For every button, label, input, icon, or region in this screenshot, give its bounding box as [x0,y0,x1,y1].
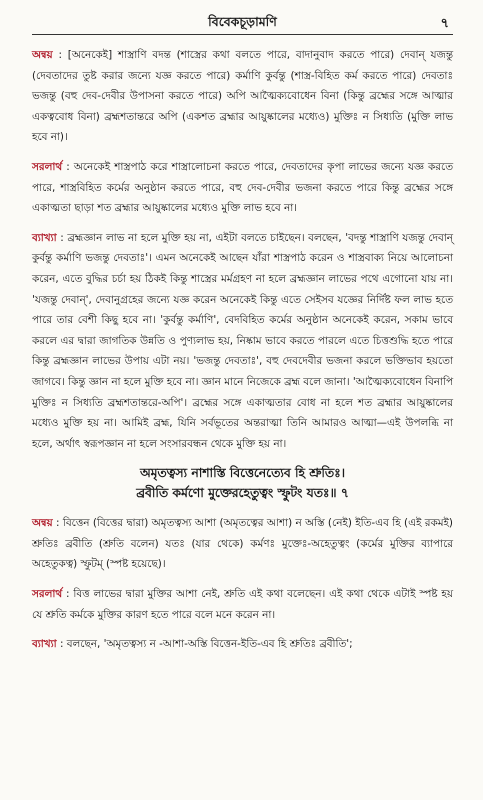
anvaya-label: অন্বয় [32,49,53,61]
saralartha-paragraph [32,157,453,219]
anvaya-paragraph-2 [32,513,453,575]
saralartha-text: : অনেকেই শাস্ত্রপাঠ করে শাস্ত্রালোচনা করতে পারে, দেবতাদের কৃপা লাভের জন্যে যজ্ঞ করতে পারে, শাস্ত্রবিহিত কর্মের অনুষ্ঠান করতে পারে, বহু দেব-দেবীর ভজনা করতে পারে কিন্তু ব্রহ্মের সঙ্গে একাত্মতা ছাড়া শত ব্রহ্মার আয়ুষ্কালের মধ্যেও মুক্তি লাভ হবে না। [32,160,453,215]
vyakhya-label-2: ব্যাখ্যা [32,638,57,651]
page-header [32,12,453,35]
sloka-verse [32,463,453,503]
vyakhya-text-2: : বলছেন, 'অমৃতত্বস্য ন -আশা-অস্তি বিত্তেন-ইতি-এব হি শ্রুতিঃ ব্রবীতি'; [56,638,353,651]
verse-line-2: ব্রবীতি কর্মণো মুক্তেরহেতুত্বং স্ফুটং যতঃ॥ ৭ [136,486,349,501]
saralartha-label-2: সরলার্থ [32,588,63,601]
saralartha-label: সরলার্থ [32,160,63,173]
saralartha-paragraph-2 [32,584,453,625]
page-number: ৭ [440,16,449,31]
anvaya-text-2: : বিত্তেন (বিত্তের দ্বারা) অমৃতত্বস্য আশা (অমৃতত্বের আশা) ন অস্তি (নেই) ইতি-এব হি (এই রকমই) শ্রুতিঃ ব্রবীতি (শ্রুতি বলেন) যতঃ (যার থেকে) কর্মণঃ মুক্তেঃ-অহেতুত্বং (কর্মের মুক্তির ব্যাপারে অহেতুকত্ব) স্ফুটম্ (স্পষ্ট হয়েছে)। [32,517,453,571]
verse-line-1: অমৃতত্বস্য নাশাস্তি বিত্তেনেত্যেব হি শ্রুতিঃ। [139,466,346,481]
running-title: বিবেকচূড়ামণি [208,14,277,29]
page-content [32,45,453,664]
anvaya-label-2: অন্বয় [32,517,53,530]
vyakhya-label: ব্যাখ্যা [32,231,57,244]
anvaya-text: : [অনেকেই] শাস্ত্রাণি বদন্ত (শাস্ত্রের কথা বলতে পারে, বাদানুবাদ করতে পারে) দেবান্ যজন্তু (দেবতাদের তুষ্ট করার জন্যে যজ্ঞ করতে পারে) কর্মাণি কুর্বন্তু (শাস্ত্র-বিহিত কর্ম করতে পারে) দেবতাঃ ভজন্তু (বহু দেব-দেবীর উপাসনা করতে পারে) অপি আত্মৈক্যবোধেন বিনা (কিন্তু ব্রহ্মের সঙ্গে আত্মার একত্ববোধ বিনা) ব্রহ্মশতান্তরে অপি (একশত ব্রহ্মার আয়ুষ্কালের মধ্যেও) মুক্তিঃ ন সিধ্যতি (মুক্তি লাভ হবে না)। [32,49,453,144]
anvaya-paragraph [32,45,453,148]
vyakhya-paragraph [32,228,453,455]
saralartha-text-2: : বিত্ত লাভের দ্বারা মুক্তির আশা নেই, শ্রুতি এই কথা বলেছেন। এই কথা থেকে এটাই স্পষ্ট হয় যে শ্রুতি কর্মকে মুক্তির কারণ হতে পারে বলে মনে করেন না। [32,588,453,621]
vyakhya-text: : ব্রহ্মজ্ঞান লাভ না হলে মুক্তি হয় না, এইটা বলতে চাইছেন। বলছেন, 'বদন্তু শাস্ত্রাণি যজন্তু দেবান্ কুর্বন্তু কর্মাণি ভজন্তু দেবতাঃ'। এমন অনেকেই আছেন যাঁরা শাস্ত্রপাঠ করেন ও শাস্ত্রবাক্য নিয়ে আলোচনা করেন, এতে বুদ্ধির চর্চা হয় ঠিকই কিন্তু শাস্ত্রের মর্মগ্রহণ না হলে ব্রহ্মজ্ঞান লাভের পথে এগোনো যায় না। 'যজন্তু দেবান্', দেবানুগ্রহের জন্যে যজ্ঞ করেন অনেকেই কিন্তু এতে সেইসব যজ্ঞের নির্দিষ্ট ফল লাভ হতে পারে তার বেশী কিছু হবে না। 'কুর্বন্তু কর্মাণি', বেদবিহিত কর্মের অনুষ্ঠান অনেকেই করেন, সকাম ভাবে করলে এর দ্বারা জাগতিক উন্নতি ও পুণ্যলাভ হয়, নিষ্কাম ভাবে করতে পারলে এতে চিত্তশুদ্ধি হতে পারে কিন্তু ব্রহ্মজ্ঞান লাভের উপায় এটা নয়। 'ভজন্তু দেবতাঃ', বহু দেবদেবীর ভজনা করলে ভক্তিভাব হয়তো জাগবে। কিন্তু জ্ঞান না হলে মুক্তি হবে না। জ্ঞান মানে নিজেকে ব্রহ্ম বলে জানা। 'আত্মৈক্যবোধেন বিনাপি মুক্তিঃ ন সিধ্যতি ব্রহ্মশতান্তরে-অপি'। ব্রহ্মের সঙ্গে একাত্মতার বোধ না হলে শত ব্রহ্মার আয়ুষ্কালের মধ্যেও মুক্তি হয় না। আমিই ব্রহ্ম, যিনি সর্বভূতের অন্তরাত্মা তিনি আমারও আত্মা—এই উপলব্ধি না হলে, অর্থাৎ স্বরূপজ্ঞান না হলে সংসারবন্ধন থেকে মুক্তি হয় না। [32,231,453,450]
vyakhya-paragraph-2 [32,634,453,655]
